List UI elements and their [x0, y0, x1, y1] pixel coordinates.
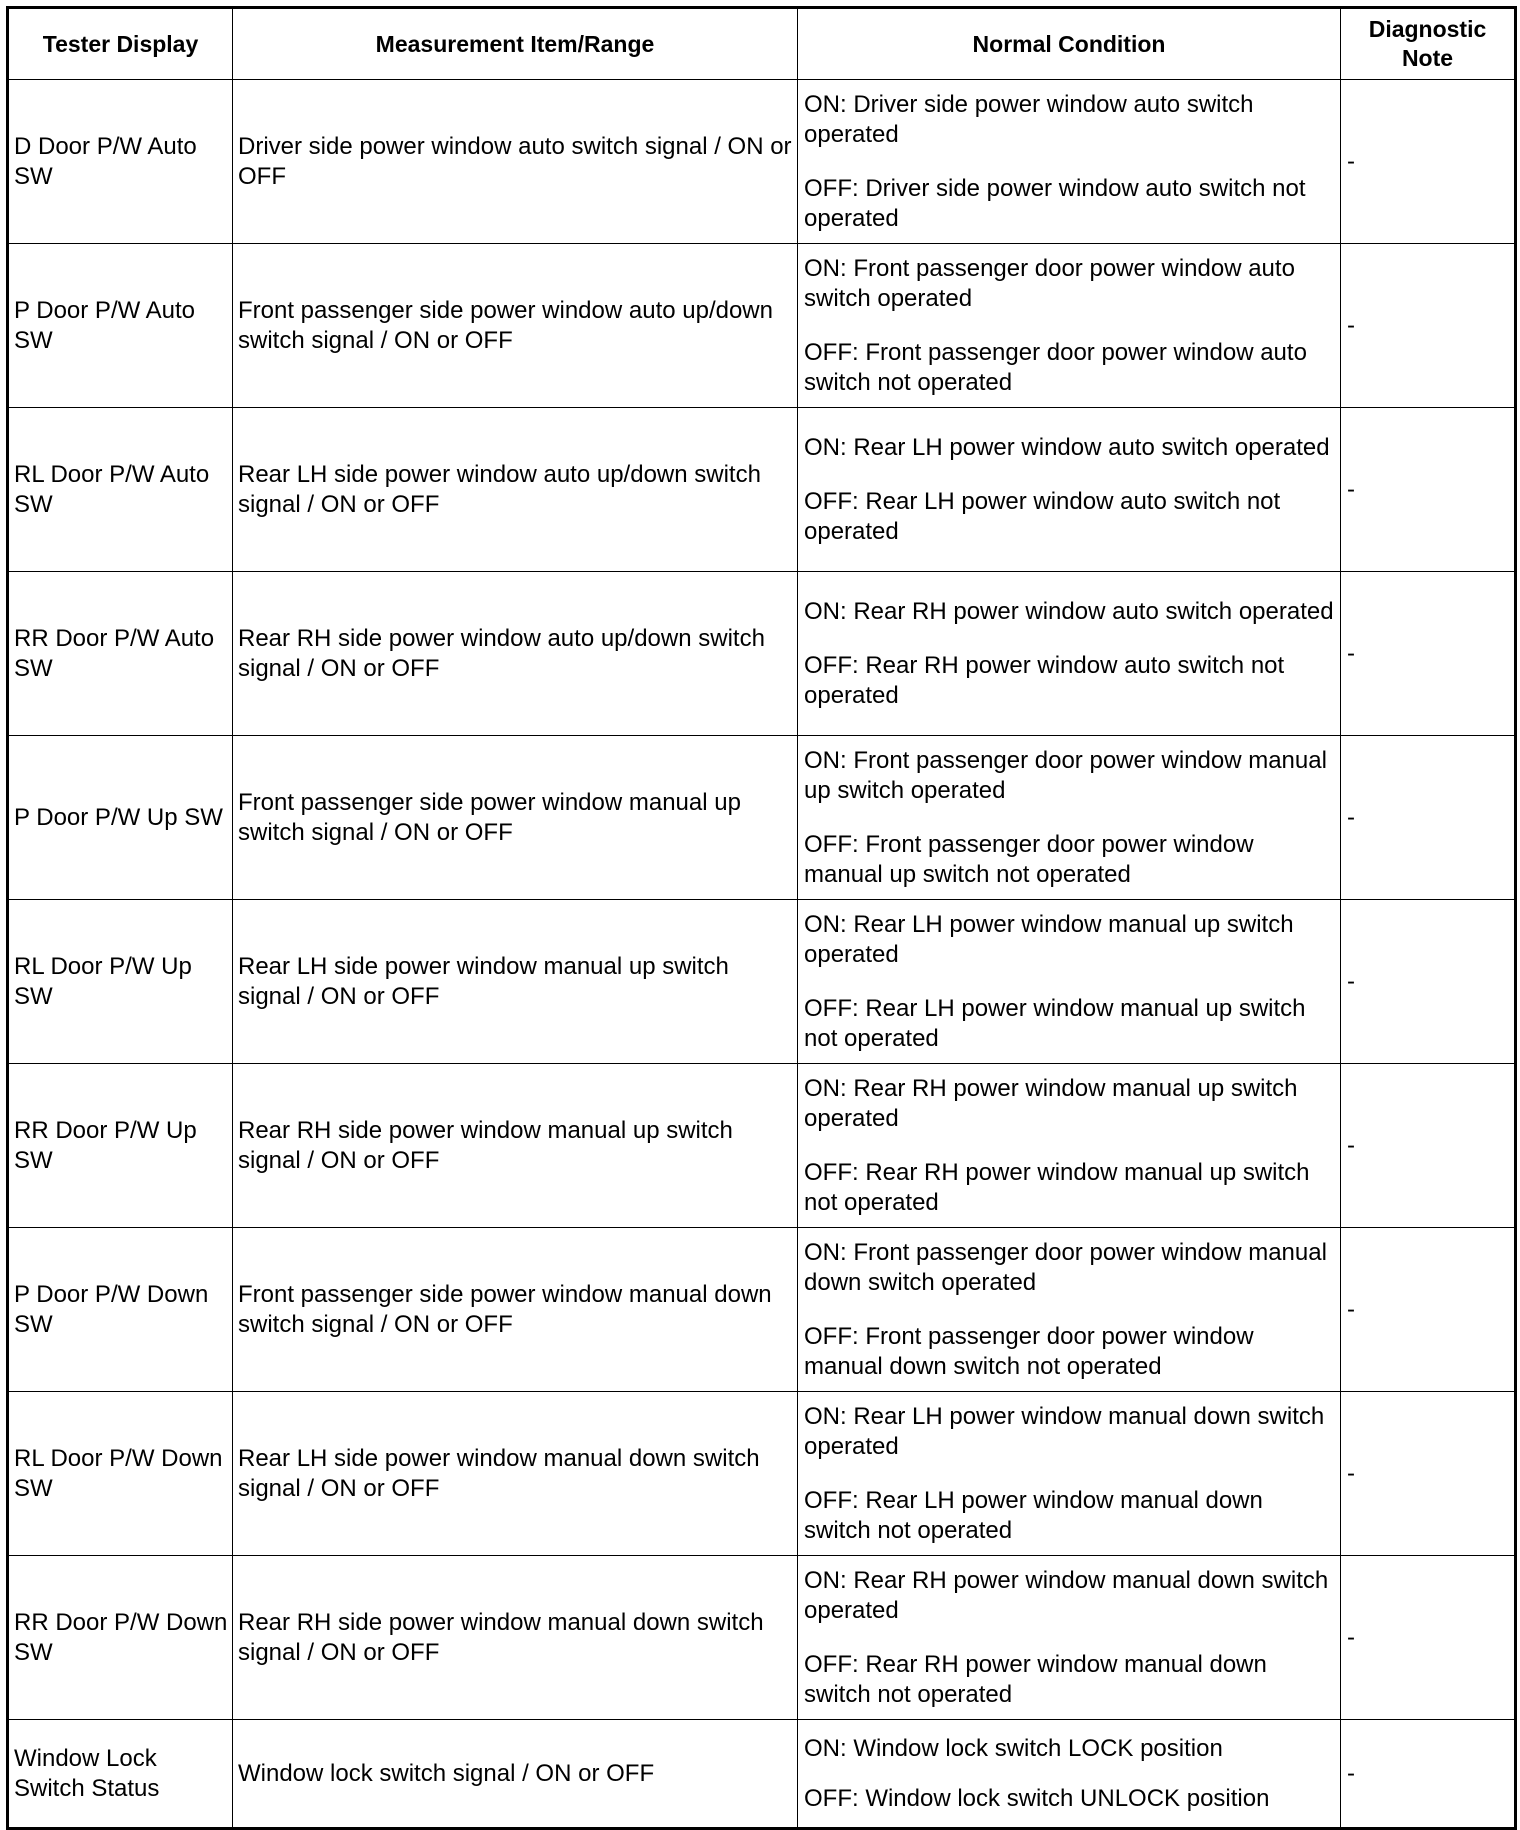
- condition-off-text: OFF: Window lock switch UNLOCK position: [804, 1785, 1270, 1812]
- diagnostic-note-cell: -: [1341, 736, 1516, 900]
- condition-off-text: OFF: Front passenger door power window auto switch not operated: [804, 339, 1307, 396]
- diagnostic-note-cell: -: [1341, 1064, 1516, 1228]
- condition-on-text: ON: Rear LH power window manual up switch operated: [804, 911, 1294, 968]
- tester-display-cell: RL Door P/W Auto SW: [8, 408, 233, 572]
- condition-off-text: OFF: Front passenger door power window manual down switch not operated: [804, 1323, 1254, 1380]
- measurement-cell: Rear LH side power window manual down switch signal / ON or OFF: [233, 1392, 798, 1556]
- table-row: [8, 1228, 1516, 1392]
- normal-condition-cell: [798, 1392, 1341, 1556]
- diagnostic-note-cell: -: [1341, 80, 1516, 244]
- measurement-cell: Window lock switch signal / ON or OFF: [233, 1720, 798, 1829]
- normal-condition-cell: [798, 1720, 1341, 1829]
- tester-display-cell: D Door P/W Auto SW: [8, 80, 233, 244]
- measurement-cell: Front passenger side power window manual up switch signal / ON or OFF: [233, 736, 798, 900]
- condition-on-text: ON: Window lock switch LOCK position: [804, 1735, 1223, 1762]
- condition-on-text: ON: Front passenger door power window manual up switch operated: [804, 747, 1327, 804]
- header-measurement: Measurement Item/Range: [233, 8, 798, 80]
- table-row: [8, 1556, 1516, 1720]
- table-row: [8, 572, 1516, 736]
- table-row: [8, 408, 1516, 572]
- condition-on-text: ON: Rear LH power window manual down switch operated: [804, 1403, 1325, 1460]
- tester-display-cell: Window Lock Switch Status: [8, 1720, 233, 1829]
- normal-condition-cell: [798, 1064, 1341, 1228]
- diagnostic-note-cell: -: [1341, 1720, 1516, 1829]
- table-row: [8, 244, 1516, 408]
- diagnostic-note-cell: -: [1341, 408, 1516, 572]
- condition-on-text: ON: Front passenger door power window auto switch operated: [804, 255, 1295, 312]
- table-row: [8, 80, 1516, 244]
- normal-condition-cell: [798, 736, 1341, 900]
- normal-condition-cell: [798, 900, 1341, 1064]
- header-diagnostic-note: Diagnostic Note: [1341, 8, 1516, 80]
- normal-condition-cell: [798, 244, 1341, 408]
- condition-on-text: ON: Rear RH power window auto switch operated: [804, 598, 1334, 625]
- diagnostic-note-cell: -: [1341, 244, 1516, 408]
- condition-off-text: OFF: Driver side power window auto switch not operated: [804, 175, 1306, 232]
- condition-off-text: OFF: Rear LH power window manual up switch not operated: [804, 995, 1306, 1052]
- measurement-cell: Front passenger side power window auto up/down switch signal / ON or OFF: [233, 244, 798, 408]
- tester-display-cell: RR Door P/W Up SW: [8, 1064, 233, 1228]
- measurement-cell: Rear LH side power window manual up switch signal / ON or OFF: [233, 900, 798, 1064]
- diagnostic-note-cell: -: [1341, 1556, 1516, 1720]
- header-tester-display: Tester Display: [8, 8, 233, 80]
- condition-off-text: OFF: Rear LH power window manual down switch not operated: [804, 1487, 1263, 1544]
- condition-on-text: ON: Rear RH power window manual up switch operated: [804, 1075, 1298, 1132]
- diagnostic-note-cell: -: [1341, 900, 1516, 1064]
- tester-display-cell: P Door P/W Up SW: [8, 736, 233, 900]
- condition-on-text: ON: Driver side power window auto switch operated: [804, 91, 1254, 148]
- header-normal-condition: Normal Condition: [798, 8, 1341, 80]
- tester-data-table: [6, 6, 1517, 1830]
- condition-on-text: ON: Front passenger door power window manual down switch operated: [804, 1239, 1327, 1296]
- diagnostic-note-cell: -: [1341, 572, 1516, 736]
- tester-display-cell: RL Door P/W Down SW: [8, 1392, 233, 1556]
- table-row: [8, 1064, 1516, 1228]
- table-row: [8, 1720, 1516, 1829]
- condition-on-text: ON: Rear RH power window manual down switch operated: [804, 1567, 1329, 1624]
- measurement-cell: Driver side power window auto switch signal / ON or OFF: [233, 80, 798, 244]
- normal-condition-cell: [798, 80, 1341, 244]
- normal-condition-cell: [798, 572, 1341, 736]
- normal-condition-cell: [798, 1556, 1341, 1720]
- tester-display-cell: RR Door P/W Down SW: [8, 1556, 233, 1720]
- normal-condition-cell: [798, 1228, 1341, 1392]
- condition-on-text: ON: Rear LH power window auto switch operated: [804, 434, 1330, 461]
- table-header-row: [8, 8, 1516, 80]
- table-row: [8, 1392, 1516, 1556]
- tester-display-cell: P Door P/W Auto SW: [8, 244, 233, 408]
- measurement-cell: Rear LH side power window auto up/down switch signal / ON or OFF: [233, 408, 798, 572]
- table-row: [8, 900, 1516, 1064]
- condition-off-text: OFF: Rear LH power window auto switch not operated: [804, 488, 1281, 545]
- tester-display-cell: P Door P/W Down SW: [8, 1228, 233, 1392]
- tester-display-cell: RR Door P/W Auto SW: [8, 572, 233, 736]
- measurement-cell: Rear RH side power window auto up/down switch signal / ON or OFF: [233, 572, 798, 736]
- table-row: [8, 736, 1516, 900]
- condition-off-text: OFF: Front passenger door power window manual up switch not operated: [804, 831, 1254, 888]
- condition-off-text: OFF: Rear RH power window manual up switch not operated: [804, 1159, 1310, 1216]
- measurement-cell: Rear RH side power window manual down switch signal / ON or OFF: [233, 1556, 798, 1720]
- tester-display-cell: RL Door P/W Up SW: [8, 900, 233, 1064]
- measurement-cell: Front passenger side power window manual down switch signal / ON or OFF: [233, 1228, 798, 1392]
- diagnostic-note-cell: -: [1341, 1392, 1516, 1556]
- condition-off-text: OFF: Rear RH power window auto switch not operated: [804, 652, 1285, 709]
- normal-condition-cell: [798, 408, 1341, 572]
- measurement-cell: Rear RH side power window manual up switch signal / ON or OFF: [233, 1064, 798, 1228]
- condition-off-text: OFF: Rear RH power window manual down switch not operated: [804, 1651, 1267, 1708]
- diagnostic-note-cell: -: [1341, 1228, 1516, 1392]
